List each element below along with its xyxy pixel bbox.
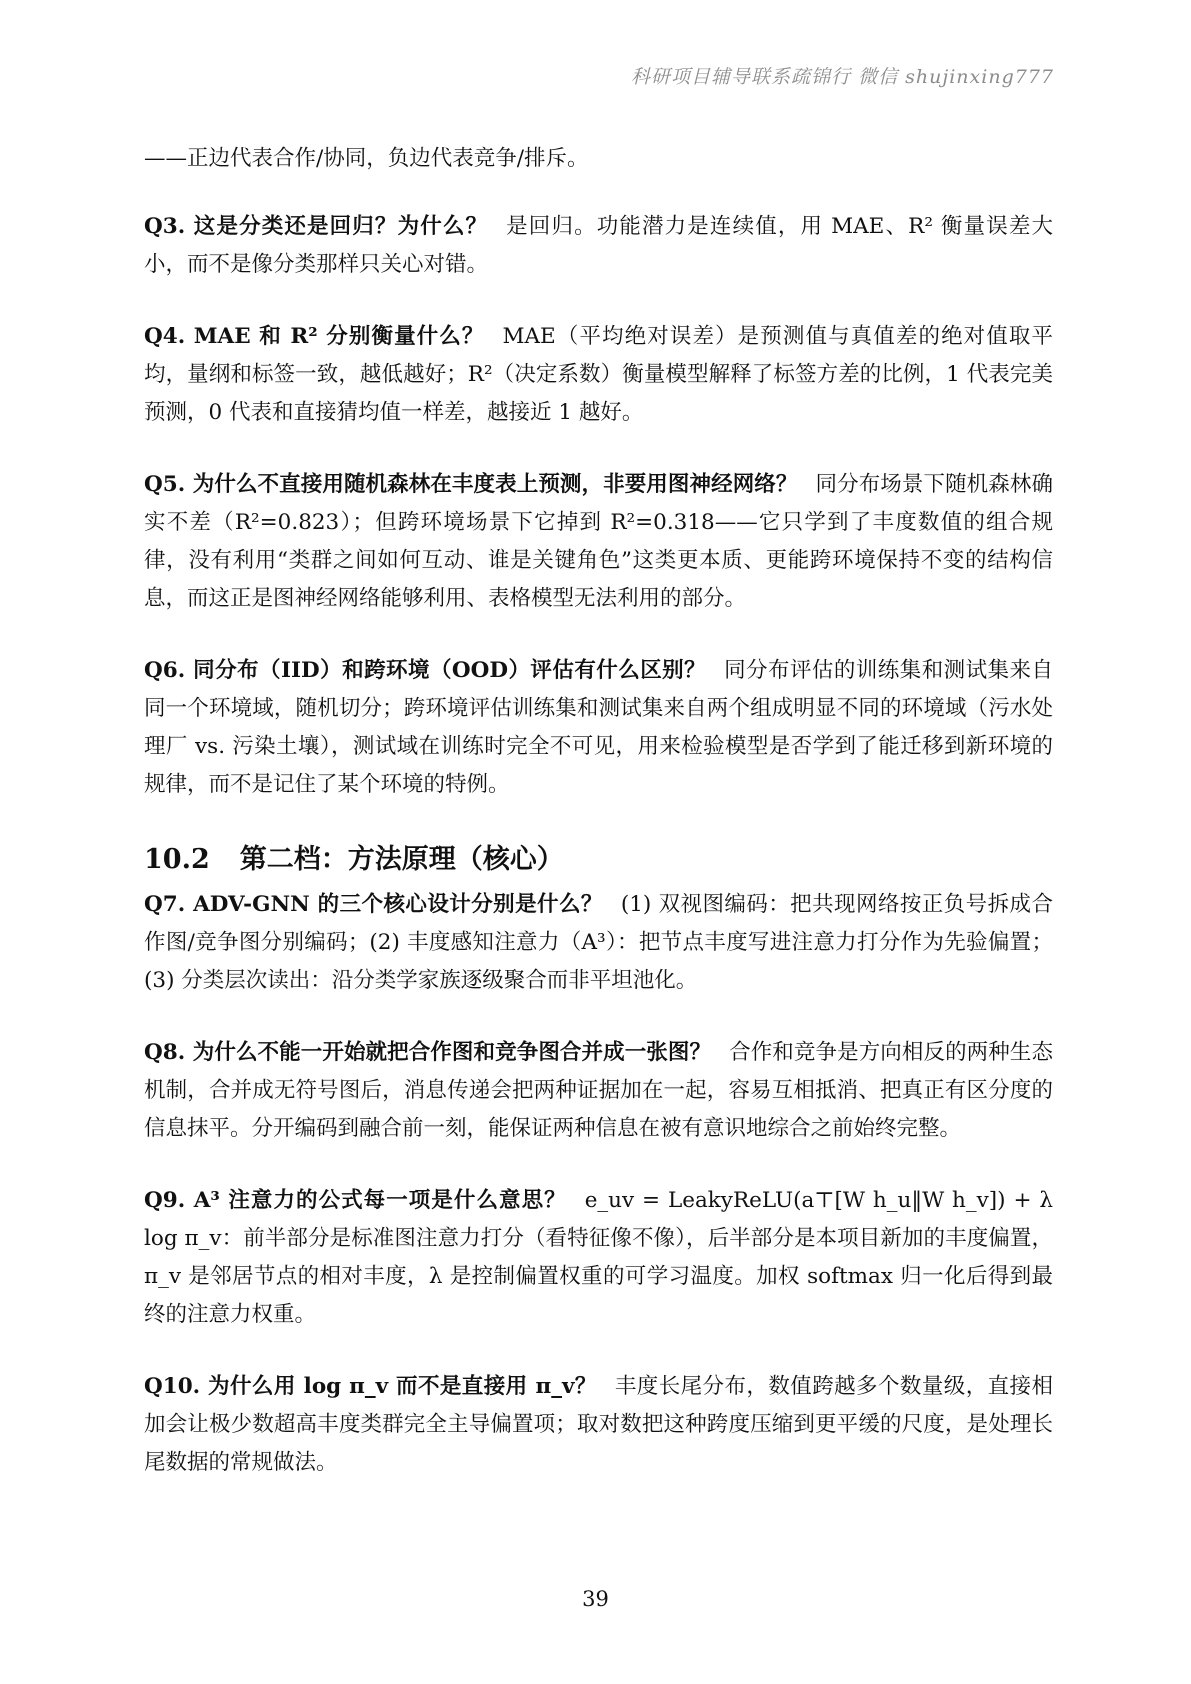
answer-text: (1) 双视图编码：把共现网络按正负号拆成合作图/竞争图分别编码；(2) 丰度感知注意力（A³）：把节点丰度写进注意力打分作为先验偏置；(3) 分类层次读出：沿分类学家族逐级聚合而非平坦池化。 [144,892,1053,993]
qa-item-q9 [144,1182,1053,1334]
question-text: Q4. MAE 和 R² 分别衡量什么？ [144,324,485,349]
qa-item-q3 [144,208,1053,284]
qa-item-q4 [144,318,1053,432]
question-text: Q6. 同分布（IID）和跨环境（OOD）评估有什么区别？ [144,658,707,683]
page-content [144,140,1053,1516]
section-heading [144,838,1053,882]
question-text: Q8. 为什么不能一开始就把合作图和竞争图合并成一张图？ [144,1040,712,1065]
section-number: 10.2 [144,844,210,875]
question-text: Q10. 为什么用 log π_v 而不是直接用 π_v？ [144,1374,597,1399]
answer-text: 同分布场景下随机森林确实不差（R²=0.823）；但跨环境场景下它掉到 R²=0.318——它只学到了丰度数值的组合规律，没有利用“类群之间如何互动、谁是关键角色”这类更本质、更能跨环境保持不变的结构信息，而这正是图神经网络能够利用、表格模型无法利用的部分。 [144,472,1053,611]
answer-text: e_uv = LeakyReLU(a⊤[W h_u‖W h_v]) + λ log π_v：前半部分是标准图注意力打分（看特征像不像），后半部分是本项目新加的丰度偏置，π_v 是邻居节点的相对丰度，λ 是控制偏置权重的可学习温度。加权 softmax 归一化后得到最终的注意力权重。 [144,1188,1053,1327]
answer-text: 丰度长尾分布，数值跨越多个数量级，直接相加会让极少数超高丰度类群完全主导偏置项；取对数把这种跨度压缩到更平缓的尺度，是处理长尾数据的常规做法。 [144,1374,1053,1475]
page-header: 科研项目辅导联系疏锦行 微信 shujinxing777 [631,66,1054,88]
qa-item-q8 [144,1034,1053,1148]
qa-item-q5 [144,466,1053,618]
qa-item-q6 [144,652,1053,804]
qa-item-q7 [144,886,1053,1000]
question-text: Q7. ADV-GNN 的三个核心设计分别是什么？ [144,892,603,917]
question-text: Q5. 为什么不直接用随机森林在丰度表上预测，非要用图神经网络？ [144,472,798,497]
question-text: Q9. A³ 注意力的公式每一项是什么意思？ [144,1188,567,1213]
qa-item-q10 [144,1368,1053,1482]
intro-paragraph: ——正边代表合作/协同，负边代表竞争/排斥。 [144,146,589,171]
question-text: Q3. 这是分类还是回归？为什么？ [144,214,489,239]
page-number: 39 [582,1587,609,1611]
answer-text: MAE（平均绝对误差）是预测值与真值差的绝对值取平均，量纲和标签一致，越低越好；R²（决定系数）衡量模型解释了标签方差的比例，1 代表完美预测，0 代表和直接猜均值一样差，越接近 1 越好。 [144,324,1053,425]
answer-text: 是回归。功能潜力是连续值，用 MAE、R² 衡量误差大小，而不是像分类那样只关心对错。 [144,214,1053,277]
answer-text: 合作和竞争是方向相反的两种生态机制，合并成无符号图后，消息传递会把两种证据加在一起，容易互相抵消、把真正有区分度的信息抹平。分开编码到融合前一刻，能保证两种信息在被有意识地综合之前始终完整。 [144,1040,1053,1141]
answer-text: 同分布评估的训练集和测试集来自同一个环境域，随机切分；跨环境评估训练集和测试集来自两个组成明显不同的环境域（污水处理厂 vs. 污染土壤），测试域在训练时完全不可见，用来检验模型是否学到了能迁移到新环境的规律，而不是记住了某个环境的特例。 [144,658,1053,797]
section-title-text: 第二档：方法原理（核心） [239,844,564,875]
